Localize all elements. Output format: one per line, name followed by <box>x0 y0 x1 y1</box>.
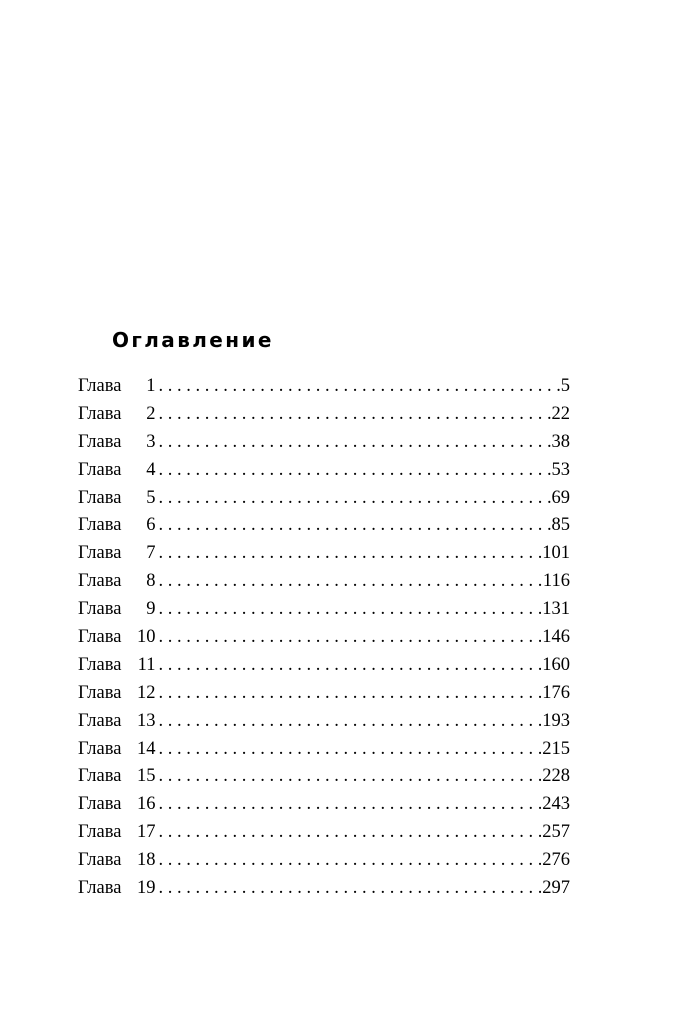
page-number: 131 <box>542 599 570 620</box>
chapter-label: Глава <box>78 459 122 480</box>
chapter-label: Глава <box>78 599 122 620</box>
page-number: 22 <box>551 403 570 424</box>
chapter-number: 16 <box>136 794 156 815</box>
page-number: 297 <box>542 878 570 899</box>
table-of-contents <box>78 373 570 903</box>
page-number: 69 <box>551 487 570 508</box>
page-number: 228 <box>542 766 570 787</box>
toc-entry[interactable] <box>78 763 570 791</box>
chapter-number: 2 <box>146 403 156 424</box>
chapter-number: 19 <box>136 878 156 899</box>
chapter-label: Глава <box>78 543 122 564</box>
chapter-label: Глава <box>78 738 122 759</box>
page-number: 215 <box>542 738 570 759</box>
dot-leader <box>158 763 541 791</box>
chapter-number: 5 <box>146 487 156 508</box>
toc-entry[interactable] <box>78 708 570 736</box>
chapter-number: 14 <box>136 738 156 759</box>
toc-entry[interactable] <box>78 847 570 875</box>
toc-entry[interactable] <box>78 875 570 903</box>
page-number: 193 <box>542 710 570 731</box>
chapter-number: 3 <box>146 431 156 452</box>
toc-entry[interactable] <box>78 791 570 819</box>
chapter-label: Глава <box>78 376 122 396</box>
dot-leader <box>158 624 541 652</box>
dot-leader <box>158 596 541 624</box>
chapter-label: Глава <box>78 850 122 871</box>
chapter-number: 17 <box>136 822 156 843</box>
dot-leader <box>158 485 550 513</box>
dot-leader <box>158 819 541 847</box>
chapter-number: 15 <box>136 766 156 787</box>
toc-entry[interactable] <box>78 401 570 429</box>
dot-leader <box>158 457 550 485</box>
dot-leader <box>158 373 559 401</box>
dot-leader <box>158 652 541 680</box>
chapter-number: 12 <box>136 682 156 703</box>
toc-entry[interactable] <box>78 512 570 540</box>
chapter-number: 6 <box>146 515 156 536</box>
chapter-number: 18 <box>136 850 156 871</box>
page-number: 257 <box>542 822 570 843</box>
toc-entry[interactable] <box>78 680 570 708</box>
page-number: 5 <box>560 376 570 396</box>
page-title: Оглавление <box>112 328 274 352</box>
dot-leader <box>158 791 541 819</box>
chapter-label: Глава <box>78 878 122 899</box>
page-number: 243 <box>542 794 570 815</box>
page-number: 38 <box>551 431 570 452</box>
toc-entry[interactable] <box>78 457 570 485</box>
chapter-label: Глава <box>78 403 122 424</box>
chapter-number: 13 <box>136 710 156 731</box>
toc-entry[interactable] <box>78 652 570 680</box>
dot-leader <box>158 680 541 708</box>
dot-leader <box>158 568 541 596</box>
toc-entry[interactable] <box>78 568 570 596</box>
chapter-number: 10 <box>136 627 156 648</box>
toc-entry[interactable] <box>78 373 570 401</box>
toc-entry[interactable] <box>78 819 570 847</box>
chapter-number: 11 <box>137 654 156 675</box>
chapter-label: Глава <box>78 487 122 508</box>
page-number: 101 <box>542 543 570 564</box>
chapter-number: 9 <box>146 599 156 620</box>
dot-leader <box>158 847 541 875</box>
page-number: 276 <box>542 850 570 871</box>
chapter-label: Глава <box>78 710 122 731</box>
page-number: 116 <box>542 571 570 592</box>
dot-leader <box>158 401 550 429</box>
chapter-label: Глава <box>78 627 122 648</box>
chapter-label: Глава <box>78 571 122 592</box>
page-number: 176 <box>542 682 570 703</box>
chapter-number: 7 <box>146 543 156 564</box>
chapter-number: 8 <box>146 571 156 592</box>
toc-entry[interactable] <box>78 596 570 624</box>
page-number: 146 <box>542 627 570 648</box>
chapter-label: Глава <box>78 515 122 536</box>
dot-leader <box>158 429 550 457</box>
chapter-label: Глава <box>78 654 122 675</box>
toc-entry[interactable] <box>78 624 570 652</box>
chapter-label: Глава <box>78 822 122 843</box>
toc-entry[interactable] <box>78 736 570 764</box>
chapter-label: Глава <box>78 431 122 452</box>
dot-leader <box>158 512 550 540</box>
chapter-label: Глава <box>78 766 122 787</box>
chapter-label: Глава <box>78 794 122 815</box>
page-number: 85 <box>551 515 570 536</box>
dot-leader <box>158 736 541 764</box>
toc-entry[interactable] <box>78 429 570 457</box>
chapter-number: 1 <box>146 376 156 396</box>
chapter-label: Глава <box>78 682 122 703</box>
dot-leader <box>158 708 541 736</box>
page-number: 160 <box>542 654 570 675</box>
page-number: 53 <box>551 459 570 480</box>
toc-entry[interactable] <box>78 540 570 568</box>
chapter-number: 4 <box>146 459 156 480</box>
toc-entry[interactable] <box>78 485 570 513</box>
dot-leader <box>158 875 541 903</box>
dot-leader <box>158 540 541 568</box>
